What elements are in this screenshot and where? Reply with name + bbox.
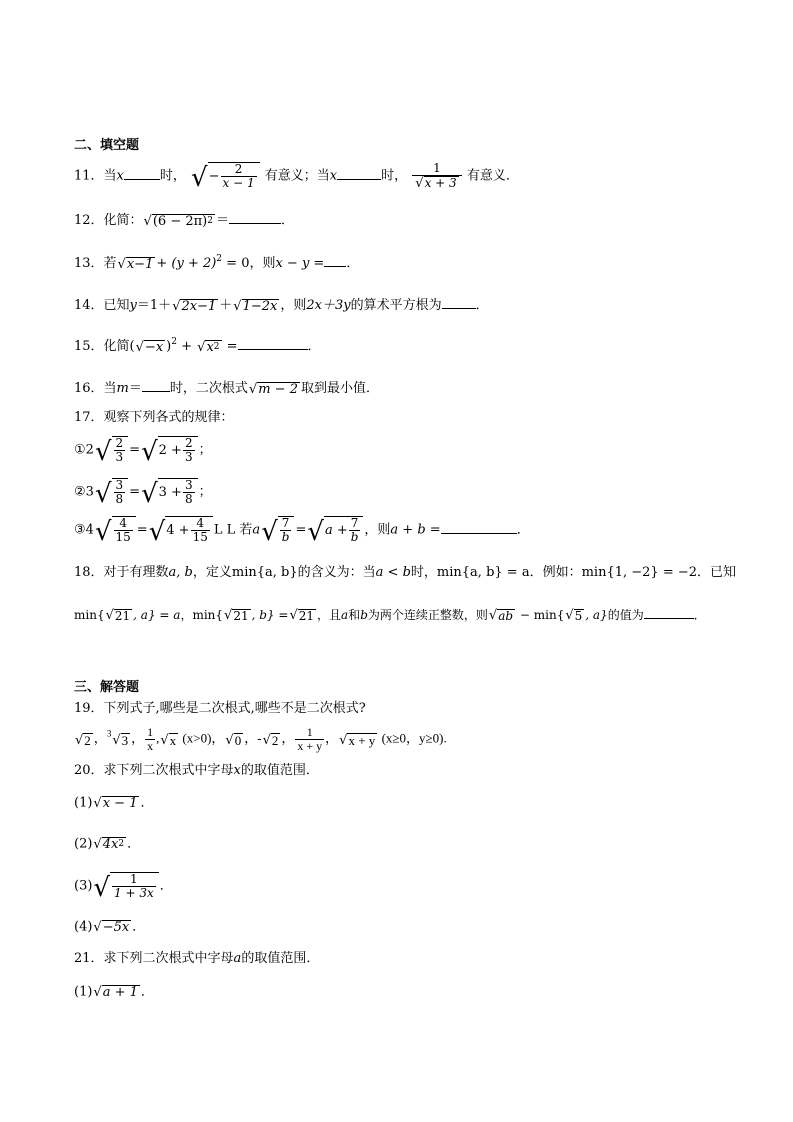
question-13	[74, 255, 359, 271]
q16-radical: √ m − 2	[248, 381, 298, 397]
q17-l2-eq: =	[129, 484, 141, 500]
q20-part-2	[74, 837, 140, 851]
q18-l1a: 18．对于有理数	[74, 565, 169, 580]
q19-f2n: 1	[295, 726, 324, 740]
q11-frac-num: 2	[221, 163, 257, 177]
q17-l2-k: 3	[85, 484, 94, 500]
q15-num: 15．化简	[74, 339, 130, 354]
q21-a: a	[233, 951, 242, 966]
question-18-line-2	[74, 607, 706, 622]
q18-radical-21c: √ 21	[289, 608, 315, 623]
q17-l1-radical-1: √ $\frac{2}{3}$	[95, 436, 128, 464]
q17-l2-a: 3 +	[158, 485, 182, 501]
q11-radical-2: √ x + 3	[415, 176, 457, 192]
q13-xy: x − y =	[275, 256, 325, 271]
q18-l2b: , a} = a	[133, 608, 181, 622]
q16-blank[interactable]	[142, 380, 170, 392]
q12-end: ．	[280, 213, 294, 228]
q19-e4-content: x	[169, 732, 177, 748]
q18-a: a	[341, 608, 349, 622]
q20-e2: ．	[127, 836, 141, 852]
q18-l2k: 的值为	[607, 608, 644, 622]
q18-s5: 5	[574, 609, 583, 623]
q13-num: 13．若	[74, 256, 117, 271]
q17-line-2	[74, 478, 212, 509]
q17-l3-radical-1: √ $\frac{4}{15}$	[95, 516, 136, 544]
q16-rad: m − 2	[258, 381, 298, 397]
q14-t2: 的算术平方根为	[350, 298, 442, 313]
q11-blank-2[interactable]	[337, 168, 381, 180]
q21-title-text: 21．求下列二次根式中字母	[74, 951, 234, 966]
q14-y: y	[129, 298, 137, 313]
q19-c4: (x>0)，	[179, 730, 225, 746]
q18-end: ．	[693, 608, 706, 622]
q15-blank[interactable]	[238, 338, 308, 350]
q19-s5: ，-	[244, 730, 262, 746]
q19-c8: (x≥0，y≥0).	[378, 730, 447, 746]
q19-e5: √ 0	[225, 732, 242, 748]
q17-l1-radical-2: √ 2 + $\frac{2}{3}$	[141, 436, 198, 464]
q21-r1: a + 1	[102, 985, 138, 1000]
q17-l3-den4: b	[350, 530, 359, 545]
q18-radical-ab: √ ab	[488, 608, 514, 623]
q17-l3-k: 4	[85, 522, 94, 538]
q17-line-1	[74, 436, 212, 467]
q19-e1: √ 2	[75, 732, 91, 748]
q17-l1-k: 2	[85, 442, 94, 458]
q17-line-3	[74, 516, 530, 547]
q21-part-1	[74, 985, 154, 999]
q20-e1: ．	[140, 795, 154, 811]
q17-l3-num2: 4	[191, 517, 210, 531]
q18-radical-5: √ 5	[565, 608, 583, 623]
q20-p1: (1)	[74, 795, 93, 811]
q14-plus: ＋	[219, 298, 233, 313]
q11-fraction-2	[412, 162, 461, 190]
q17-l3-eq2: =	[295, 522, 307, 538]
q19-s6: ，	[281, 730, 295, 746]
q17-l3-ab: a + b =	[390, 522, 441, 538]
section-heading-fill: 二、填空题	[74, 138, 140, 153]
q11-frac-den: x − 1	[222, 176, 255, 191]
q19-fd: x	[147, 739, 154, 754]
q17-l1-den: 3	[115, 450, 124, 465]
q17-l3-a2: a +	[324, 523, 348, 539]
q18-l1b: ，定义	[192, 565, 232, 580]
q20-p4: (4)	[74, 919, 93, 935]
q18-min3: min{1, −2} = −2	[581, 565, 698, 580]
q17-l2-den2: 8	[184, 492, 193, 507]
q19-expressions	[74, 726, 447, 753]
q20-tail: 的取值范围．	[240, 763, 319, 778]
q19-f2d: x + y	[297, 739, 323, 754]
q16-t2: 取到最小值．	[300, 381, 379, 396]
q15-plus: +	[176, 339, 197, 354]
q18-min2: min{a, b} = a	[436, 565, 530, 580]
q15-radical-2: √ x 2	[197, 339, 220, 355]
q20-radical-1: √ x − 1	[93, 796, 138, 811]
q17-l3-num: 4	[114, 517, 133, 531]
question-21-title	[74, 952, 319, 965]
q21-tail: 的取值范围．	[241, 951, 320, 966]
q16-m: m	[116, 381, 129, 396]
q13-end: ．	[346, 256, 360, 271]
q14-blank[interactable]	[442, 297, 476, 309]
q14-radical-2: √ 1−2x	[233, 298, 278, 314]
q20-fd: 1 + 3x	[114, 886, 154, 901]
q11-frac2-den: x + 3	[424, 176, 457, 191]
q13-blank[interactable]	[324, 255, 346, 267]
q17-circle-3: ③	[74, 522, 86, 538]
q18-s21a: 21	[114, 609, 131, 623]
q17-l1-end: ；	[198, 442, 212, 458]
q18-blank[interactable]	[644, 607, 694, 619]
q12-blank[interactable]	[229, 212, 281, 224]
q18-l2c: ，	[180, 608, 193, 622]
q21-p1: (1)	[74, 984, 93, 1000]
q11-frac2-num: 1	[412, 162, 461, 176]
q11-text2: 有意义；当	[264, 168, 330, 184]
q11-var1: x	[116, 168, 124, 184]
q20-x: x	[233, 763, 241, 778]
q18-l2j: , a}	[585, 608, 608, 622]
q18-l2a: min{	[74, 608, 105, 622]
q20-fn: 1	[112, 873, 156, 887]
q20-radical-4: √ −5x	[93, 920, 130, 935]
q20-radical-3: √ $\frac{1}{1 + 3x}$	[93, 872, 158, 900]
q14-expr: 2x＋3y	[306, 298, 351, 313]
q20-e3: ．	[159, 878, 173, 894]
q20-e4: ．	[132, 919, 146, 935]
q20-p2: (2)	[74, 836, 93, 852]
q17-l3-end: ．	[516, 522, 530, 538]
q12-num: 12．化简：	[74, 213, 143, 228]
q13-mid: + (y + 2)	[156, 256, 217, 271]
q14-t1: ，则	[280, 298, 307, 313]
q18-radical-21b: √ 21	[224, 608, 249, 623]
q18-l2i: − min{	[516, 608, 565, 622]
q15-rad2: x	[206, 339, 214, 355]
q11-text3: 时，	[381, 168, 408, 184]
question-18-line-1	[74, 566, 736, 579]
q18-l2d: min{	[192, 608, 224, 622]
q17-l3-num4: 7	[349, 517, 361, 531]
q17-l3-den2: 15	[192, 530, 208, 545]
q17-l1-den2: 3	[184, 450, 193, 465]
q17-l3-radical-3: √ $\frac{7}{b}$	[261, 516, 294, 544]
q16-t1: 时，二次根式	[169, 381, 248, 396]
q17-l3-den3: b	[281, 530, 290, 545]
q18-l1c: 的含义为：当	[297, 565, 376, 580]
q14-rad2: 1−2x	[242, 298, 278, 314]
q18-l2g: 和	[348, 608, 361, 622]
q20-r1: x − 1	[102, 796, 138, 811]
q11-num: 11．当	[74, 168, 117, 184]
q19-fraction-1	[145, 726, 155, 753]
q20-r2: 4x	[102, 837, 119, 852]
q18-s21c: 21	[298, 609, 315, 623]
q18-l1e: ．例如：	[529, 565, 582, 580]
q16-eq: ＝	[128, 381, 142, 396]
q19-s1: ，	[93, 730, 107, 746]
q14-eq: ＝1＋	[136, 298, 172, 313]
q20-part-4	[74, 920, 145, 934]
q14-rad1: 2x−1	[181, 298, 217, 314]
q18-ab: a, b	[168, 565, 193, 580]
q18-sab: ab	[498, 609, 514, 623]
q17-l2-num2: 3	[184, 478, 193, 492]
q17-l1-eq: =	[129, 442, 141, 458]
q18-l2e: , b} =	[251, 608, 289, 622]
q17-l3-radical-4: √ a + $\frac{7}{b}$	[307, 516, 363, 544]
q18-l2f: ，且	[317, 608, 342, 622]
q12-radical: √ (6 − 2π) 2	[143, 213, 213, 229]
q17-l3-num3: 7	[280, 517, 292, 531]
q11-minus: −	[208, 169, 220, 185]
q15-radical-1: √ −x	[135, 339, 164, 355]
q12-eq: ＝	[215, 213, 229, 228]
q20-part-3	[74, 872, 173, 903]
q11-fraction-1	[221, 163, 257, 190]
q17-l1-num: 2	[115, 436, 124, 450]
q19-e4: √ x	[160, 732, 177, 748]
q17-l2-radical-1: √ $\frac{3}{8}$	[95, 478, 128, 506]
q17-circle-1: ①	[74, 442, 86, 458]
q18-s21b: 21	[233, 609, 249, 623]
q15-sup: 2	[171, 337, 177, 347]
q17-l2-num: 3	[115, 478, 124, 492]
q11-blank-1[interactable]	[124, 168, 160, 180]
q19-e2-content: 3	[121, 732, 129, 748]
q20-title-text: 20．求下列二次根式中字母	[74, 763, 234, 778]
q17-l3-a: 4 +	[166, 523, 190, 539]
q19-s2: ，	[131, 730, 145, 746]
q14-radical-1: √ 2x−1	[172, 298, 217, 314]
q13-radical: √ x−1	[117, 256, 154, 272]
q19-e6: √ 2	[262, 732, 279, 748]
q19-e1-content: 2	[84, 732, 91, 748]
q17-l2-den: 8	[115, 492, 124, 507]
q19-e8: √ x + y	[339, 732, 376, 748]
q20-p3: (3)	[74, 878, 93, 894]
q19-fn: 1	[147, 725, 154, 739]
q15-eq: =	[222, 339, 238, 354]
q17-l3-den: 15	[115, 530, 131, 545]
question-20-title	[74, 764, 319, 777]
q18-alb: a < b	[375, 565, 411, 580]
question-12	[74, 212, 294, 228]
q20-radical-2: √ 4x 2	[93, 837, 125, 852]
q17-l3-eq: =	[136, 522, 148, 538]
q19-fraction-2	[295, 726, 324, 753]
q17-blank[interactable]	[441, 522, 517, 534]
q14-end: ．	[475, 298, 489, 313]
q12-sup: 2	[207, 215, 213, 226]
q11-text4: 有意义．	[466, 168, 519, 184]
q14-num: 14．已知	[74, 298, 130, 313]
q13-rad-content: x−1	[126, 256, 154, 272]
q15-end: ．	[307, 339, 321, 354]
q18-min: min{a, b}	[231, 565, 298, 580]
question-17-title: 17．观察下列各式的规律：	[74, 410, 234, 425]
q13-eq0: = 0，则	[222, 256, 276, 271]
q11-var2: x	[329, 168, 338, 184]
q18-radical-21a: √ 21	[105, 608, 131, 623]
q19-idx: 3	[106, 728, 112, 739]
q17-l3-ruo: 若	[239, 522, 253, 538]
q19-s3: ,	[156, 730, 160, 746]
q15-rad1: −x	[144, 339, 164, 355]
q17-l1-num2: 2	[184, 436, 193, 450]
section-heading-answer: 三、解答题	[74, 680, 140, 695]
q19-s7: ，	[325, 730, 339, 746]
q18-b: b	[360, 608, 368, 622]
q20-part-1	[74, 796, 154, 810]
q17-l3-radical-2: √ 4 + $\frac{4}{15}$	[149, 516, 213, 544]
q18-l1f: ．已知	[697, 565, 737, 580]
q16-num: 16．当	[74, 381, 117, 396]
q17-l3-ll: L L	[213, 522, 236, 538]
question-14	[74, 297, 489, 313]
q19-e2: √ 3	[112, 732, 129, 748]
q19-e8-content: x + y	[348, 732, 376, 748]
q17-l1-a: 2 +	[158, 443, 182, 459]
q11-text1: 时，	[159, 168, 186, 184]
q18-l2h: 为两个连续正整数，则	[367, 608, 488, 622]
question-11	[74, 161, 519, 193]
q17-l3-ak: a	[252, 522, 261, 538]
q17-l2-end: ；	[198, 484, 212, 500]
q17-l3-t: ，则	[364, 522, 391, 538]
q11-radical-1: √ − $\frac{2}{x - 1}$	[191, 162, 260, 190]
q17-l2-radical-2: √ 3 + $\frac{3}{8}$	[141, 478, 198, 506]
q21-e1: ．	[140, 984, 154, 1000]
q21-radical-1: √ a + 1	[93, 985, 138, 1000]
q12-expr: (6 − 2π)	[152, 213, 208, 229]
q19-e6-content: 2	[271, 732, 279, 748]
q19-e5-content: 0	[234, 732, 242, 748]
question-19-title: 19．下列式子,哪些是二次根式,哪些不是二次根式?	[74, 701, 366, 716]
question-16	[74, 380, 379, 396]
q13-sup: 2	[216, 254, 223, 264]
q18-l1d: 时，	[410, 565, 437, 580]
q20-r4: −5x	[102, 920, 130, 935]
question-15: 15．化简( √ −x )$^2$ + √ x 2 = ．	[74, 337, 321, 355]
q17-circle-2: ②	[74, 484, 86, 500]
q20-sup: 2	[118, 839, 125, 849]
q15-sup2: 2	[213, 341, 220, 352]
